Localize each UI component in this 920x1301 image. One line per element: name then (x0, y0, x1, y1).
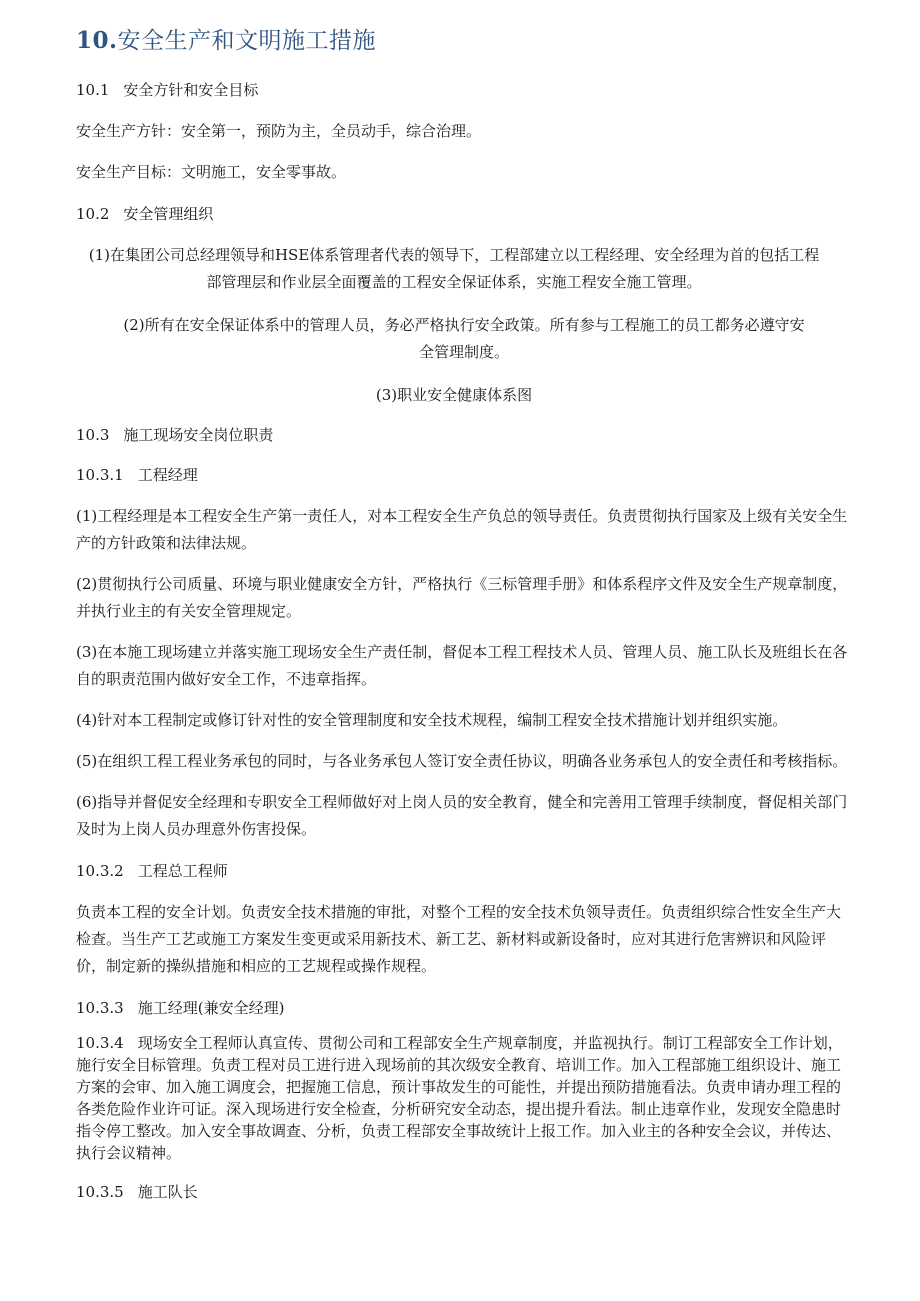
section-title-text: 安全生产和文明施工措施 (117, 28, 377, 54)
pm-duty-1: (1)工程经理是本工程安全生产第一责任人，对本工程安全生产负总的领导责任。负责贯彻执行国家及上级有关安全生产的方针政策和法律法规。 (76, 507, 848, 552)
chief-engineer-paragraph: 负责本工程的安全计划。负责安全技术措施的审批，对整个工程的安全技术负领导责任。负责组织综合性安全生产大检查。当生产工艺或施工方案发生变更或采用新技术、新工艺、新材料或新设备时，应对其进行危害辨识和风险评价，制定新的操纵措施和相应的工艺规程或操作规程。 (76, 903, 842, 975)
pm-duty-3: (3)在本施工现场建立并落实施工现场安全生产责任制，督促本工程工程技术人员、管理人员、施工队长及班组长在各自的职责范围内做好安全工作，不违章指挥。 (76, 643, 848, 688)
section-title-number: 10. (76, 27, 118, 54)
heading-10-2-number: 10.2 (76, 205, 110, 223)
heading-10-2-text: 安全管理组织 (123, 205, 214, 223)
paragraph-10-3-4 (76, 1032, 852, 1164)
heading-10-3-number: 10.3 (76, 426, 110, 444)
heading-10-1-number: 10.1 (76, 81, 110, 99)
paragraph-10-3-4-text: 现场安全工程师认真宣传、贯彻公司和工程部安全生产规章制度，并监视执行。制订工程部安全工作计划，施行安全目标管理。负责工程对员工进行进入现场前的其次级安全教育、培训工作。加入工程部施工组织设计、施工方案的会审、加入施工调度会，把握施工信息，预计事故发生的可能性，并提出预防措施看法。负责申请办理工程的各类危险作业许可证。深入现场进行安全检查，分析研究安全动态，提出提升看法。制止违章作业，发现安全隐患时指令停工整改。加入安全事故调查、分析，负责工程部安全事故统计上报工作。加入业主的各种安全会议，并传达、执行会议精神。 (76, 1034, 843, 1162)
safety-target-paragraph: 安全生产目标：文明施工，安全零事故。 (76, 163, 347, 181)
org-paragraph-3: (3)职业安全健康体系图 (375, 386, 533, 404)
heading-10-3-1 (76, 463, 852, 487)
heading-10-3-2-number: 10.3.2 (76, 862, 124, 880)
pm-duty-2: (2)贯彻执行公司质量、环境与职业健康安全方针，严格执行《三标管理手册》和体系程序文件及安全生产规章制度，并执行业主的有关安全管理规定。 (76, 575, 848, 620)
heading-10-3-1-number: 10.3.1 (76, 466, 124, 484)
heading-10-3-5-number: 10.3.5 (76, 1183, 124, 1201)
heading-10-3 (76, 423, 852, 447)
heading-10-1-text: 安全方针和安全目标 (123, 81, 259, 99)
heading-10-3-5 (76, 1180, 852, 1204)
heading-10-3-2-text: 工程总工程师 (137, 862, 228, 880)
heading-10-2 (76, 202, 852, 226)
org-paragraph-2: (2)所有在安全保证体系中的管理人员，务必严格执行安全政策。所有参与工程施工的员工都务必遵守安全管理制度。 (123, 316, 805, 361)
document-page (76, 24, 852, 1220)
section-title (76, 24, 852, 58)
pm-duty-5: (5)在组织工程工程业务承包的同时，与各业务承包人签订安全责任协议，明确各业务承包人的安全责任和考核指标。 (76, 752, 848, 770)
heading-10-3-text: 施工现场安全岗位职责 (123, 426, 274, 444)
heading-10-3-3-text: 施工经理(兼安全经理) (137, 999, 285, 1017)
pm-duty-4: (4)针对本工程制定或修订针对性的安全管理制度和安全技术规程，编制工程安全技术措施计划并组织实施。 (76, 711, 788, 729)
heading-10-3-1-text: 工程经理 (137, 466, 198, 484)
heading-10-3-2 (76, 859, 852, 883)
safety-policy-paragraph: 安全生产方针：安全第一，预防为主，全员动手，综合治理。 (76, 122, 482, 140)
pm-duty-6: (6)指导并督促安全经理和专职安全工程师做好对上岗人员的安全教育，健全和完善用工管理手续制度，督促相关部门及时为上岗人员办理意外伤害投保。 (76, 793, 848, 838)
heading-10-1 (76, 78, 852, 102)
org-paragraph-1: (1)在集团公司总经理领导和HSE体系管理者代表的领导下，工程部建立以工程经理、安全经理为首的包括工程部管理层和作业层全面覆盖的工程安全保证体系，实施工程安全施工管理。 (88, 246, 820, 291)
heading-10-3-3 (76, 996, 852, 1020)
paragraph-10-3-4-number: 10.3.4 (76, 1034, 124, 1052)
heading-10-3-5-text: 施工队长 (137, 1183, 198, 1201)
heading-10-3-3-number: 10.3.3 (76, 999, 124, 1017)
